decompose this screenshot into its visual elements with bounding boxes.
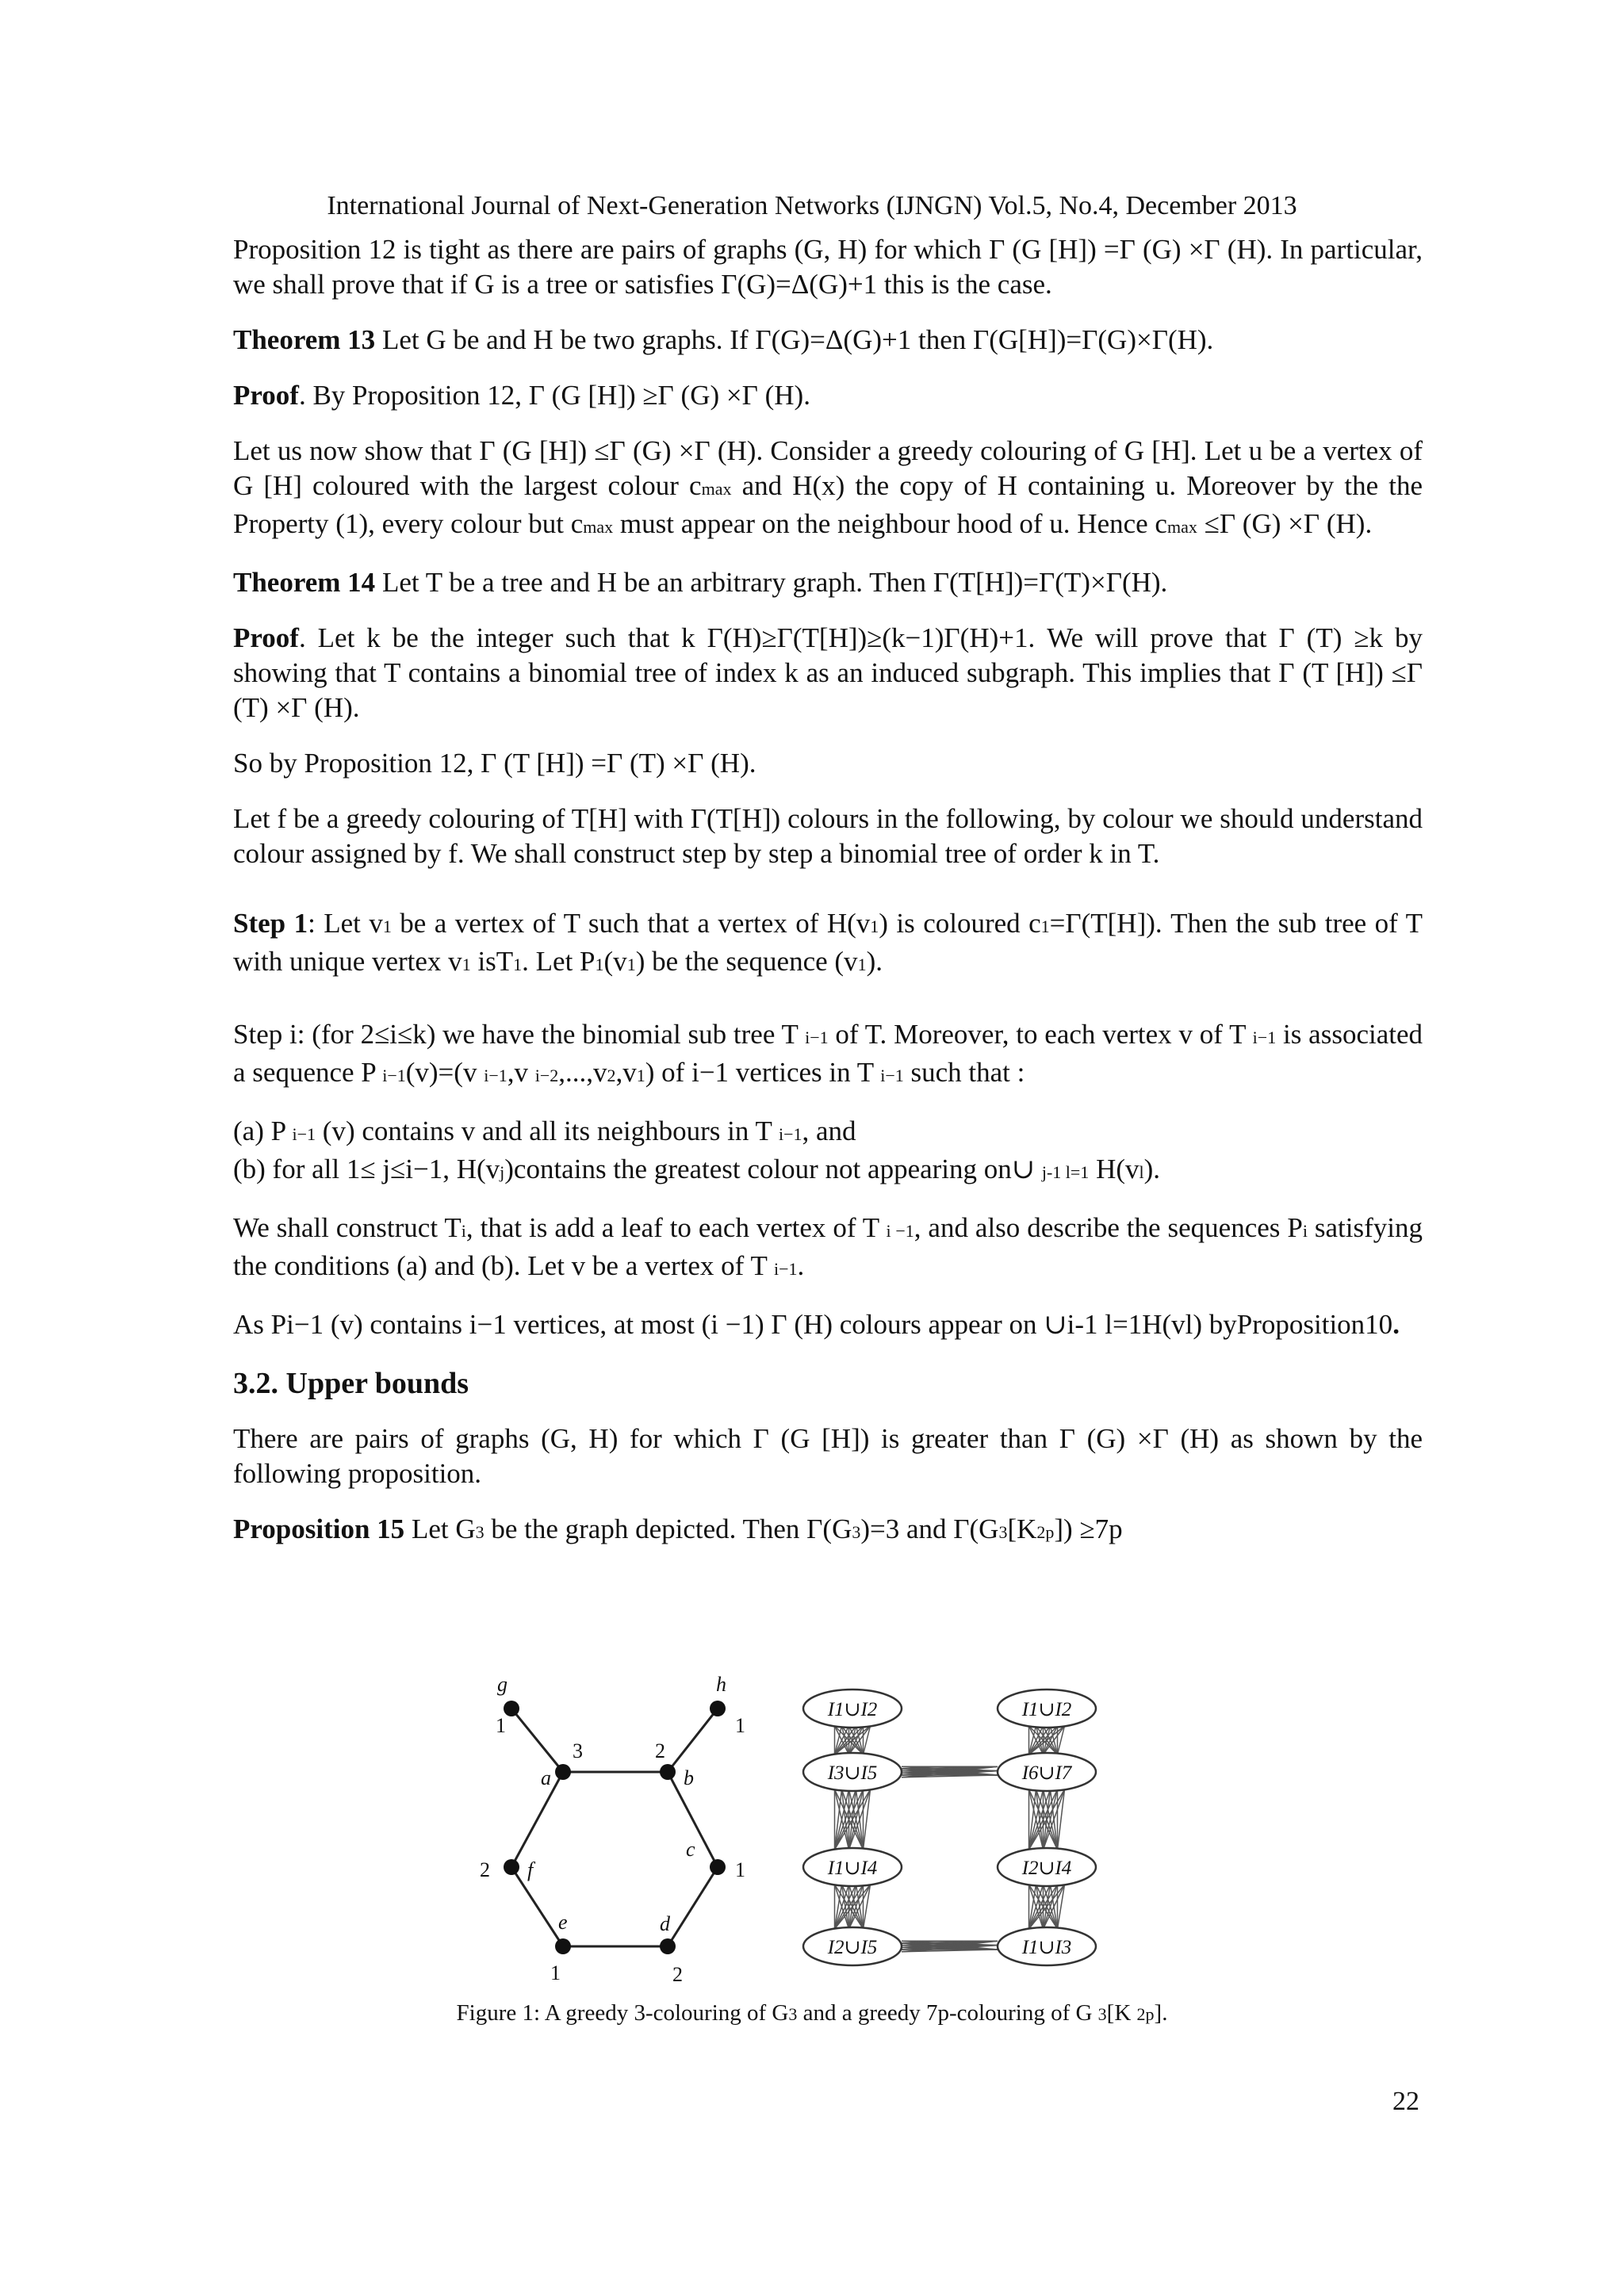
proposition-15-label: Proposition 15	[233, 1513, 405, 1544]
group-label: I6∪I7	[1021, 1762, 1072, 1784]
graph-edge	[668, 1867, 718, 1946]
body-text	[233, 232, 1423, 1571]
text-run: Let G	[404, 1513, 476, 1544]
graph-vertex	[710, 1701, 726, 1716]
vertex-colour-label: 2	[480, 1858, 490, 1881]
group-label: I1∪I2	[1021, 1699, 1072, 1720]
group-label: I1∪I4	[827, 1858, 878, 1879]
subscript: 3	[852, 1522, 861, 1542]
subscript: 1	[595, 955, 604, 974]
so-by-paragraph: So by Proposition 12, Γ (T [H]) =Γ (T) ×Γ (H).	[233, 748, 756, 779]
subscript: 1	[870, 916, 879, 936]
subscript: max	[583, 517, 614, 537]
graph-vertex	[555, 1764, 571, 1780]
text-run: ) of i−1 vertices in T	[645, 1057, 881, 1088]
step-1-label: Step 1	[233, 908, 308, 939]
subscript: 3	[788, 2004, 798, 2024]
subscript: i−1	[778, 1124, 802, 1144]
vertex-name-label: f	[527, 1858, 534, 1881]
vertex-name-label: g	[497, 1673, 508, 1696]
theorem-13-text: Let G be and H be two graphs. If Γ(G)=Δ(G)+1 then Γ(G[H])=Γ(G)×Γ(H).	[375, 324, 1214, 355]
construct-paragraph	[233, 1211, 1423, 1287]
graph-vertex	[504, 1859, 519, 1875]
condition-b	[233, 1152, 1423, 1190]
subscript: i−2	[534, 1066, 559, 1085]
text-run: ,v	[507, 1057, 535, 1088]
theorem-14-text: Let T be a tree and H be an arbitrary graph. Then Γ(T[H])=Γ(T)×Γ(H).	[375, 567, 1168, 598]
vertex-colour-label: 1	[735, 1858, 745, 1881]
subscript: 1	[626, 955, 636, 974]
figure-1	[460, 1673, 1189, 2022]
upper-bounds-paragraph: There are pairs of graphs (G, H) for which Γ (G [H]) is greater than Γ (G) ×Γ (H) as shown by the following proposition.	[233, 1423, 1423, 1489]
text-run: , and	[802, 1115, 856, 1146]
text-run: (a) P	[233, 1115, 293, 1146]
vertex-colour-label: 2	[672, 1963, 683, 1986]
subscript: 3	[475, 1522, 485, 1542]
subscript: i	[1302, 1221, 1308, 1241]
condition-a	[233, 1114, 1423, 1152]
text-run: (v	[603, 946, 627, 977]
group-label: I3∪I5	[827, 1762, 878, 1784]
group-label: I2∪I5	[827, 1937, 878, 1958]
theorem-14-label: Theorem 14	[233, 567, 376, 598]
subscript: i−1	[880, 1066, 904, 1085]
figure-graphs	[460, 1673, 1189, 2022]
subscript: max	[1166, 517, 1197, 537]
text-run: and H(x) the copy of H containing u. Moreover by the the Property (1), every colour but c	[233, 470, 1423, 539]
text-run: of T. Moreover, to each vertex v of T	[828, 1019, 1253, 1050]
text-run: , and also describe the sequences P	[914, 1212, 1303, 1243]
subscript: i −1	[886, 1221, 914, 1241]
proof-13	[233, 378, 1423, 413]
subscript: i	[461, 1221, 466, 1241]
vertex-name-label: e	[558, 1911, 568, 1934]
text-run: ) be the sequence (v	[635, 946, 858, 977]
section-heading: 3.2. Upper bounds	[233, 1367, 469, 1400]
figure-caption	[0, 2000, 1624, 2026]
running-header: International Journal of Next-Generation Networks (IJNGN) Vol.5, No.4, December 2013	[327, 191, 1297, 220]
subscript: 1	[1040, 916, 1050, 936]
text-run: isT	[470, 946, 514, 977]
group-label: I1∪I2	[827, 1699, 878, 1720]
graph-edge	[511, 1772, 563, 1867]
text-run: ]) ≥7p	[1054, 1513, 1123, 1544]
graph-edge	[511, 1867, 563, 1946]
vertex-colour-label: 1	[550, 1961, 561, 1984]
subscript: i−1	[484, 1066, 508, 1085]
graph-vertex	[710, 1859, 726, 1875]
text-run: ) is coloured c	[879, 908, 1041, 939]
text-run: must appear on the neighbour hood of u. Hence c	[613, 508, 1167, 539]
step-i	[233, 1017, 1423, 1093]
theorem-13	[233, 323, 1423, 358]
vertex-name-label: a	[541, 1766, 551, 1789]
text-run: be a vertex of T such that a vertex of H(v	[391, 908, 871, 939]
text-run: Figure 1: A greedy 3-colouring of G	[456, 2000, 789, 2026]
proof-14-label: Proof	[233, 622, 299, 653]
text-run: ].	[1154, 2000, 1168, 2026]
graph-vertex	[504, 1701, 519, 1716]
proof-13-label: Proof	[233, 380, 299, 411]
text-run: be the graph depicted. Then Γ(G	[484, 1513, 852, 1544]
subscript: 1	[636, 1066, 645, 1085]
subscript: 1	[513, 955, 523, 974]
text-run: As Pi−1 (v) contains i−1 vertices, at most (i −1) Γ (H) colours appear on ∪i-1 l=1H(vl) byProposition10	[233, 1309, 1393, 1340]
vertex-colour-label: 3	[573, 1739, 583, 1762]
text-run: .	[797, 1250, 805, 1281]
subscript: i−1	[805, 1027, 829, 1047]
text-run: We shall construct T	[233, 1212, 462, 1243]
text-run: =Γ(T[H]). Then the sub tree of T with unique vertex v	[233, 908, 1423, 977]
subscript: i−1	[382, 1066, 406, 1085]
group-label: I1∪I3	[1021, 1937, 1072, 1958]
vertex-colour-label: 2	[655, 1739, 665, 1762]
text-run: ,v	[615, 1057, 637, 1088]
as-pi-paragraph	[233, 1307, 1423, 1342]
text-run: (v)=(v	[405, 1057, 485, 1088]
theorem-13-label: Theorem 13	[233, 324, 376, 355]
subscript: 1	[462, 955, 471, 974]
text-run: (v) contains v and all its neighbours in T	[316, 1115, 779, 1146]
subscript: l	[1139, 1162, 1144, 1182]
text-run: : Let v	[308, 908, 383, 939]
text-run: ≤Γ (G) ×Γ (H).	[1197, 508, 1373, 539]
text-run: such that :	[903, 1057, 1025, 1088]
text-run: )=3 and Γ(G	[860, 1513, 999, 1544]
graph-vertex	[660, 1938, 676, 1954]
proposition-15	[233, 1512, 1423, 1550]
page-number: 22	[1392, 2087, 1419, 2116]
subscript: 2	[607, 1066, 616, 1085]
subscript: j-1 l=1	[1041, 1162, 1090, 1182]
proof-14	[233, 621, 1423, 725]
text-run: (b) for all 1≤ j≤i−1, H(v	[233, 1154, 500, 1184]
text-run: satisfying the conditions (a) and (b). Let v be a vertex of T	[233, 1212, 1423, 1281]
text-run: )contains the greatest colour not appearing on∪	[504, 1154, 1042, 1184]
proof-14-text: . Let k be the integer such that k Γ(H)≥Γ(T[H])≥(k−1)Γ(H)+1. We will prove that Γ (T) ≥k by showing that T contains a binomial tree of index k as an induced subgraph. This implies that Γ (T [H]) ≤Γ (T) ×Γ (H).	[233, 622, 1423, 723]
vertex-name-label: c	[686, 1838, 695, 1861]
proof-13-text: . By Proposition 12, Γ (G [H]) ≥Γ (G) ×Γ (H).	[298, 380, 810, 411]
text-run: , that is add a leaf to each vertex of T	[465, 1212, 887, 1243]
theorem-14	[233, 565, 1423, 600]
subscript: i−1	[1252, 1027, 1277, 1047]
vertex-colour-label: 1	[735, 1714, 745, 1737]
graph-edge	[511, 1709, 563, 1772]
group-label: I2∪I4	[1021, 1858, 1072, 1879]
step-1	[233, 906, 1423, 982]
subscript: 1	[382, 916, 392, 936]
text-run: and a greedy 7p-colouring of G	[797, 2000, 1098, 2026]
vertex-colour-label: 1	[496, 1714, 506, 1737]
graph-edge	[668, 1709, 718, 1772]
text-run: ,...,v	[558, 1057, 607, 1088]
colouring-paragraph: Let f be a greedy colouring of T[H] with Γ(T[H]) colours in the following, by colour we should understand colour assigned by f. We shall construct step by step a binomial tree of order k in T.	[233, 803, 1423, 869]
subscript: 2p	[1136, 2004, 1155, 2024]
text-run: Step i: (for 2≤i≤k) we have the binomial sub tree T	[233, 1019, 806, 1050]
text-run: H(v	[1089, 1154, 1139, 1184]
subscript: i−1	[292, 1124, 316, 1144]
subscript: 3	[998, 1522, 1008, 1542]
text-run: . Let P	[522, 946, 596, 977]
vertex-name-label: h	[716, 1673, 726, 1696]
subscript: 2p	[1036, 1522, 1055, 1542]
vertex-name-label: d	[660, 1912, 670, 1935]
greedy-paragraph	[233, 434, 1423, 545]
subscript: j	[500, 1162, 505, 1182]
subscript: i−1	[773, 1259, 798, 1279]
intro-paragraph: Proposition 12 is tight as there are pairs of graphs (G, H) for which Γ (G [H]) =Γ (G) ×Γ (H). In particular, we shall prove that if G is a tree or satisfies Γ(G)=Δ(G)+1 this is the case.	[233, 234, 1423, 300]
vertex-name-label: b	[684, 1766, 694, 1789]
graph-vertex	[555, 1938, 571, 1954]
graph-vertex	[660, 1764, 676, 1780]
text-run: [K	[1106, 2000, 1137, 2026]
text-run: [K	[1007, 1513, 1037, 1544]
text-run: ).	[1143, 1154, 1161, 1184]
subscript: 3	[1097, 2004, 1107, 2024]
text-run: Let us now show that Γ (G [H]) ≤Γ (G) ×Γ (H). Consider a greedy colouring of G [H]. Let u be a vertex of G [H] coloured with the largest colour c	[233, 435, 1423, 501]
subscript: 1	[857, 955, 867, 974]
subscript: max	[701, 479, 732, 499]
text-run: is associated a sequence P	[233, 1019, 1423, 1088]
text-run: ).	[866, 946, 883, 977]
text-run: .	[1392, 1309, 1400, 1340]
